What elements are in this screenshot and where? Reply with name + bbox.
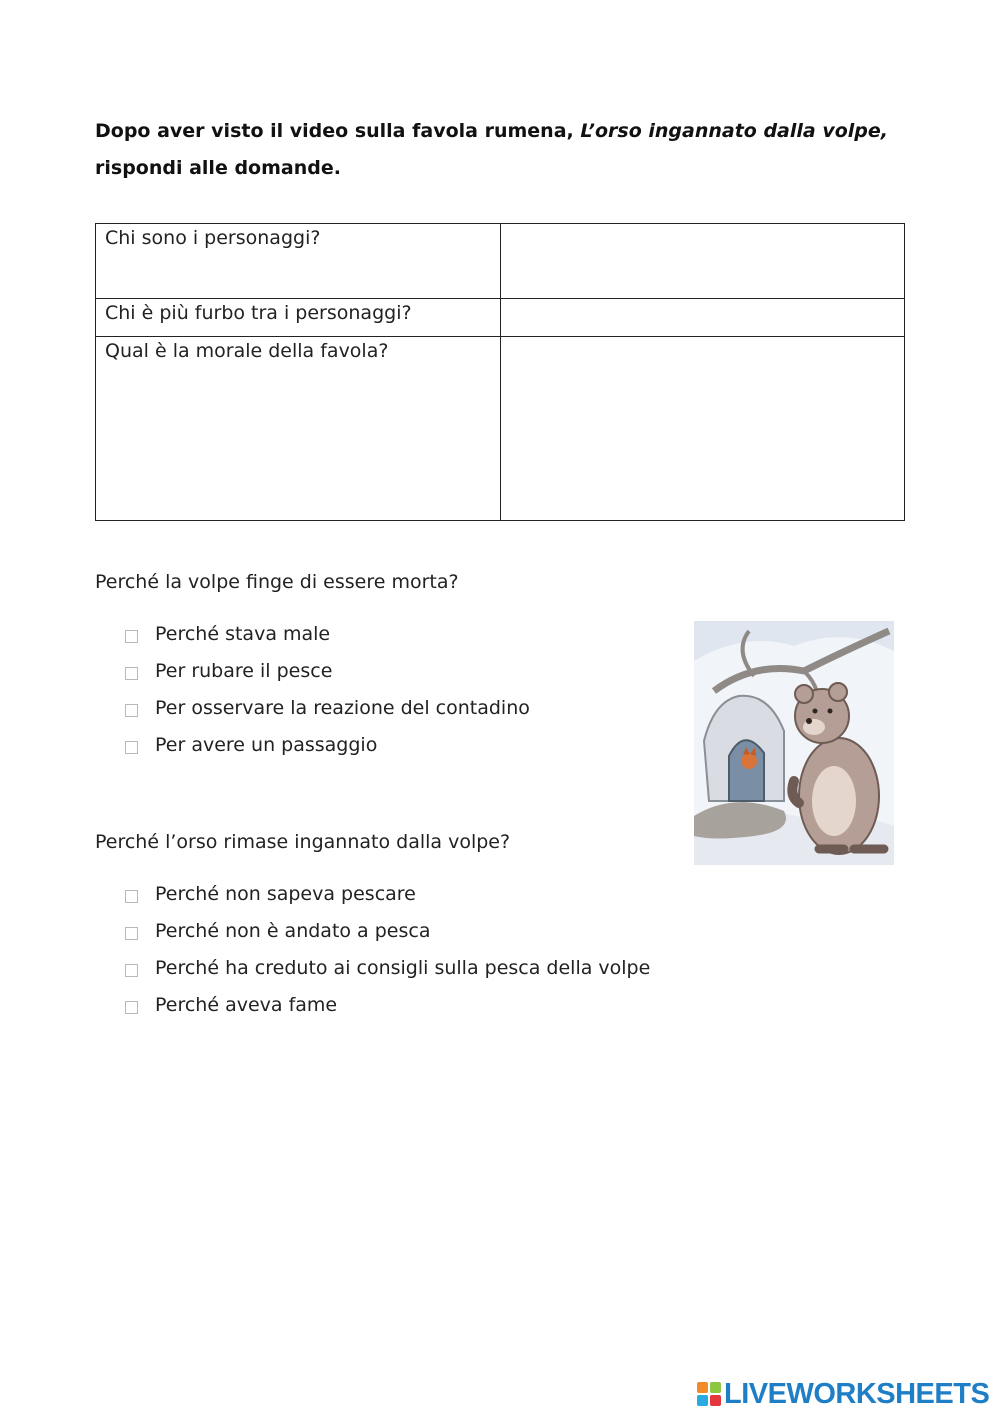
option-item[interactable]	[125, 920, 650, 957]
intro-instructions	[95, 113, 895, 187]
option-item[interactable]	[125, 660, 530, 697]
checkbox[interactable]	[125, 964, 138, 977]
table-row	[96, 224, 905, 299]
checkbox[interactable]	[125, 741, 138, 754]
intro-text: Dopo aver visto il video sulla favola rumena,	[95, 120, 581, 142]
checkbox[interactable]	[125, 1001, 138, 1014]
table-question: Chi sono i personaggi?	[96, 224, 501, 299]
table-row	[96, 299, 905, 337]
questions-table	[95, 223, 905, 521]
brand-name: LIVEWORKSHEETS	[724, 1377, 990, 1410]
question-1: Perché la volpe finge di essere morta?	[95, 571, 459, 593]
checkbox[interactable]	[125, 890, 138, 903]
question-2-options	[125, 883, 650, 1031]
checkbox[interactable]	[125, 927, 138, 940]
option-item[interactable]	[125, 623, 530, 660]
option-item[interactable]	[125, 697, 530, 734]
answer-cell[interactable]	[501, 224, 905, 299]
question-2: Perché l’orso rimase ingannato dalla volpe?	[95, 831, 511, 853]
answer-cell[interactable]	[501, 337, 905, 521]
option-label: Perché non sapeva pescare	[155, 883, 416, 905]
option-label: Per avere un passaggio	[155, 734, 378, 756]
answer-cell[interactable]	[501, 299, 905, 337]
option-item[interactable]	[125, 734, 530, 771]
option-item[interactable]	[125, 957, 650, 994]
option-label: Per rubare il pesce	[155, 660, 333, 682]
option-label: Perché non è andato a pesca	[155, 920, 431, 942]
table-row	[96, 337, 905, 521]
option-label: Perché ha creduto ai consigli sulla pesca della volpe	[155, 957, 651, 979]
liveworksheets-logo[interactable]	[697, 1377, 989, 1411]
option-item[interactable]	[125, 883, 650, 920]
question-1-options	[125, 623, 530, 771]
table-question: Chi è più furbo tra i personaggi?	[96, 299, 501, 337]
intro-text-end: rispondi alle domande.	[95, 157, 341, 179]
option-item[interactable]	[125, 994, 650, 1031]
bear-and-fox-illustration	[694, 621, 894, 865]
fable-title: L’orso ingannato dalla volpe,	[580, 120, 888, 142]
checkbox[interactable]	[125, 630, 138, 643]
checkbox[interactable]	[125, 667, 138, 680]
liveworksheets-logo-icon	[697, 1382, 721, 1406]
option-label: Perché stava male	[155, 623, 331, 645]
option-label: Per osservare la reazione del contadino	[155, 697, 530, 719]
option-label: Perché aveva fame	[155, 994, 338, 1016]
table-question: Qual è la morale della favola?	[96, 337, 501, 521]
checkbox[interactable]	[125, 704, 138, 717]
